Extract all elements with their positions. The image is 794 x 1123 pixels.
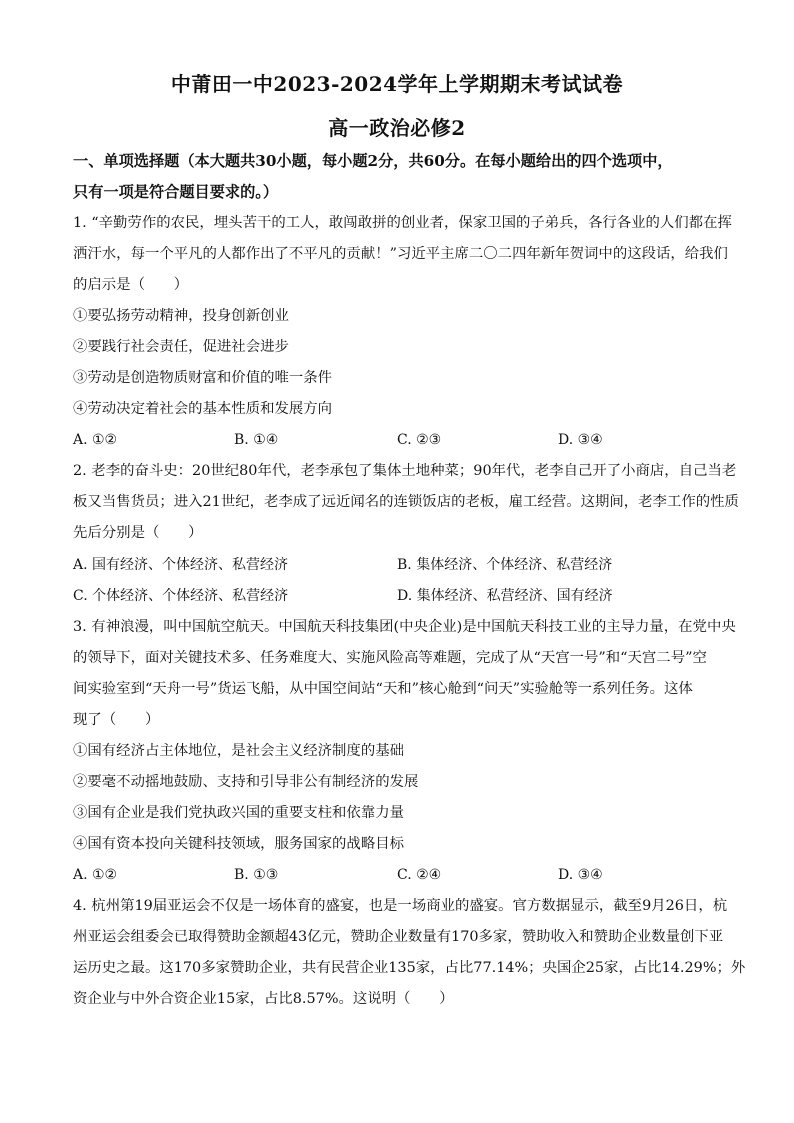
question-3-stem: 3. 有神浪漫，叫中国航空航天。中国航天科技集团(中央企业)是中国航天科技工业的主导力量，在党中央 xyxy=(73,619,736,635)
exam-subtitle: 高一政治必修2 xyxy=(328,116,466,140)
question-3-statement: ③国有企业是我们党执政兴国的重要支柱和依靠力量 xyxy=(73,805,404,821)
question-3-stem: 现了（ ） xyxy=(73,712,160,728)
section-heading-cont: 只有一项是符合题目要求的。） xyxy=(73,183,279,201)
question-3-option-b: B. ①③ xyxy=(234,867,279,883)
question-2-option-c: C. 个体经济、个体经济、私营经济 xyxy=(73,588,289,604)
question-3-stem: 的领导下，面对关键技术多、任务难度大、实施风险高等难题，完成了从“天宫一号”和“天宫二号”空 xyxy=(73,650,707,666)
question-1-statement: ①要弘扬劳动精神，投身创新创业 xyxy=(73,308,289,324)
section-heading: 一、单项选择题（本大题共30小题，每小题2分，共60分。在每小题给出的四个选项中， xyxy=(73,152,673,170)
question-3-option-c: C. ②④ xyxy=(397,867,442,883)
question-1-option-a: A. ①② xyxy=(73,432,118,448)
question-2-stem: 板又当售货员；进入21世纪，老李成了远近闻名的连锁饭店的老板，雇工经营。这期间，老李工作的性质 xyxy=(73,494,739,510)
question-1-statement: ②要践行社会责任，促进社会进步 xyxy=(73,339,289,355)
question-2-option-d: D. 集体经济、私营经济、国有经济 xyxy=(397,588,613,604)
question-1-statement: ④劳动决定着社会的基本性质和发展方向 xyxy=(73,401,333,417)
question-3-option-a: A. ①② xyxy=(73,867,118,883)
question-4-stem: 4. 杭州第19届亚运会不仅是一场体育的盛宴，也是一场商业的盛宴。官方数据显示，截至9月26日，杭 xyxy=(73,898,728,914)
question-2-option-b: B. 集体经济、个体经济、私营经济 xyxy=(397,557,613,573)
question-3-statement: ②要毫不动摇地鼓励、支持和引导非公有制经济的发展 xyxy=(73,774,419,790)
exam-title: 中莆田一中2023-2024学年上学期期末考试试卷 xyxy=(170,72,624,96)
question-1-option-b: B. ①④ xyxy=(234,432,279,448)
question-2-stem: 先后分别是（ ） xyxy=(73,525,203,541)
question-3-statement: ①国有经济占主体地位，是社会主义经济制度的基础 xyxy=(73,743,404,759)
question-1-stem: 的启示是（ ） xyxy=(73,277,189,293)
question-3-stem: 间实验室到“天舟一号”货运飞船，从中国空间站“天和”核心舱到“问天”实验舱等一系列任务。这体 xyxy=(73,681,693,697)
question-3-statement: ④国有资本投向关键科技领域，服务国家的战略目标 xyxy=(73,836,404,852)
question-2-stem: 2. 老李的奋斗史：20世纪80年代，老李承包了集体土地种菜；90年代，老李自己开了小商店，自己当老 xyxy=(73,463,737,479)
question-1-option-c: C. ②③ xyxy=(397,432,442,448)
question-1-statement: ③劳动是创造物质财富和价值的唯一条件 xyxy=(73,370,333,386)
question-2-option-a: A. 国有经济、个体经济、私营经济 xyxy=(73,557,289,573)
question-4-stem: 资企业与中外合资企业15家，占比8.57%。这说明（ ） xyxy=(73,991,454,1007)
question-3-option-d: D. ③④ xyxy=(558,867,603,883)
question-1-stem: 1. “辛勤劳作的农民，埋头苦干的工人，敢闯敢拼的创业者，保家卫国的子弟兵，各行各业的人们都在挥 xyxy=(73,215,732,231)
question-4-stem: 运历史之最。这170多家赞助企业，共有民营企业135家，占比77.14%；央国企25家，占比14.29%；外 xyxy=(73,960,746,976)
question-1-stem: 洒汗水，每一个平凡的人都作出了不平凡的贡献！”习近平主席二〇二四年新年贺词中的这段话，给我们 xyxy=(73,246,728,262)
question-4-stem: 州亚运会组委会已取得赞助金额超43亿元，赞助企业数量有170多家，赞助收入和赞助企业数量创下亚 xyxy=(73,929,724,945)
question-1-option-d: D. ③④ xyxy=(558,432,603,448)
